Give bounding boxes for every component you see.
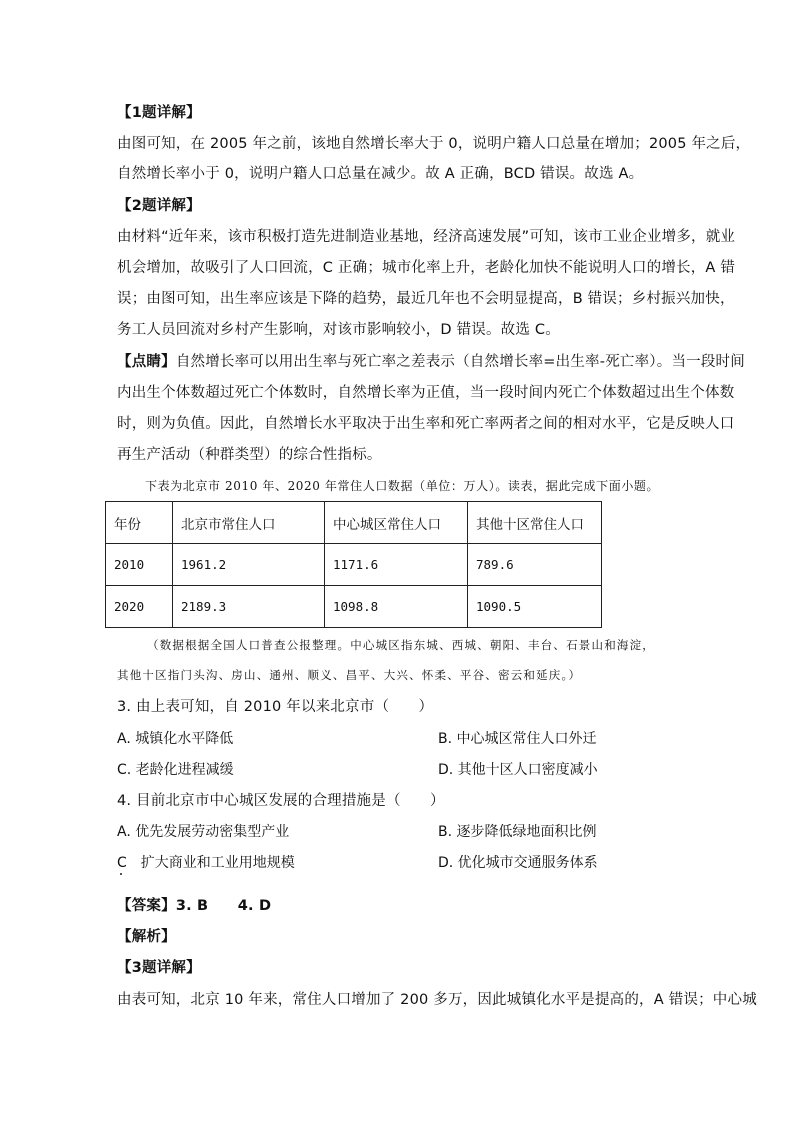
explanation-1-heading: 【1题详解】 bbox=[117, 105, 201, 121]
table-cell: 1961.2 bbox=[173, 544, 325, 586]
table-cell: 2020 bbox=[106, 586, 173, 628]
table-note-line: （数据根据全国人口普查公报整理。中心城区指东城、西城、朝阳、丰台、石景山和海淀， bbox=[147, 638, 655, 652]
insight-line: 再生产活动（种群类型）的综合性指标。 bbox=[117, 447, 382, 463]
question-3-option-d: D. 其他十区人口密度减小 bbox=[438, 762, 598, 778]
explanation-1-line: 由图可知，在 2005 年之前，该地自然增长率大于 0，说明户籍人口总量在增加；2005 年之后， bbox=[117, 136, 751, 152]
question-3-stem: 3. 由上表可知，自 2010 年以来北京市（ ） bbox=[117, 699, 434, 715]
question-3-option-b: B. 中心城区常住人口外迁 bbox=[438, 731, 597, 747]
table-header-cell: 北京市常住人口 bbox=[173, 502, 325, 544]
question-3-option-a: A. 城镇化水平降低 bbox=[117, 731, 234, 747]
insight-line bbox=[117, 352, 745, 372]
table-header-row bbox=[106, 502, 602, 544]
insight-label: 【点睛】 bbox=[117, 354, 176, 370]
question-4-option-a: A. 优先发展劳动密集型产业 bbox=[117, 824, 290, 840]
question-4-stem: 4. 目前北京市中心城区发展的合理措施是（ ） bbox=[117, 793, 445, 809]
table-header-cell: 中心城区常住人口 bbox=[325, 502, 468, 544]
explanation-2-heading: 【2题详解】 bbox=[117, 198, 201, 214]
question-4-option-b: B. 逐步降低绿地面积比例 bbox=[438, 824, 597, 840]
table-note-line: 其他十区指门头沟、房山、通州、顺义、昌平、大兴、怀柔、平谷、密云和延庆。） bbox=[117, 668, 582, 682]
table-row bbox=[106, 544, 602, 586]
question-4-option-d: D. 优化城市交通服务体系 bbox=[438, 855, 598, 871]
explanation-2-line: 由材料“近年来，该市积极打造先进制造业基地，经济高速发展”可知，该市工业企业增多，就业 bbox=[117, 229, 736, 245]
table-cell: 2010 bbox=[106, 544, 173, 586]
insight-text: 自然增长率可以用出生率与死亡率之差表示（自然增长率=出生率-死亡率）。当一段时间 bbox=[175, 354, 745, 370]
explanation-2-line: 误；由图可知，出生率应该是下降的趋势，最近几年也不会明显提高，B 错误；乡村振兴加快， bbox=[117, 291, 735, 307]
answer-line bbox=[117, 896, 697, 916]
table-cell: 789.6 bbox=[468, 544, 602, 586]
explanation-3-heading: 【3题详解】 bbox=[117, 960, 201, 976]
analysis-heading: 【解析】 bbox=[117, 929, 176, 945]
table-header-cell: 其他十区常住人口 bbox=[468, 502, 602, 544]
table-cell: 1171.6 bbox=[325, 544, 468, 586]
question-4-option-c: C 扩大商业和工业用地规模 bbox=[117, 855, 295, 871]
answer-label: 【答案】 bbox=[117, 898, 176, 914]
table-row bbox=[106, 586, 602, 628]
explanation-2-line: 机会增加，故吸引了人口回流，C 正确；城市化率上升，老龄化加快不能说明人口的增长，A 错 bbox=[117, 260, 736, 276]
table-cell: 1098.8 bbox=[325, 586, 468, 628]
table-caption: 下表为北京市 2010 年、2020 年常住人口数据（单位：万人）。读表，据此完成下面小题。 bbox=[145, 479, 660, 493]
population-table bbox=[105, 501, 602, 628]
explanation-2-line: 务工人员回流对乡村产生影响，对该市影响较小，D 错误。故选 C。 bbox=[117, 322, 560, 338]
table-cell: 1090.5 bbox=[468, 586, 602, 628]
insight-line: 时，则为负值。因此，自然增长水平取决于出生率和死亡率两者之间的相对水平，它是反映人口 bbox=[117, 416, 735, 432]
explanation-3-line: 由表可知，北京 10 年来，常住人口增加了 200 多万，因此城镇化水平是提高的，A 错误；中心城 bbox=[117, 992, 757, 1008]
question-3-option-c: C. 老龄化进程减缓 bbox=[117, 762, 234, 778]
answer-values: 3. B 4. D bbox=[175, 898, 272, 914]
explanation-1-line: 自然增长率小于 0，说明户籍人口总量在减少。故 A 正确，BCD 错误。故选 A。 bbox=[117, 166, 644, 182]
stray-mark bbox=[120, 873, 122, 875]
insight-line: 内出生个体数超过死亡个体数时，自然增长率为正值，当一段时间内死亡个体数超过出生个体数 bbox=[117, 385, 735, 401]
table-cell: 2189.3 bbox=[173, 586, 325, 628]
table-header-cell: 年份 bbox=[106, 502, 173, 544]
